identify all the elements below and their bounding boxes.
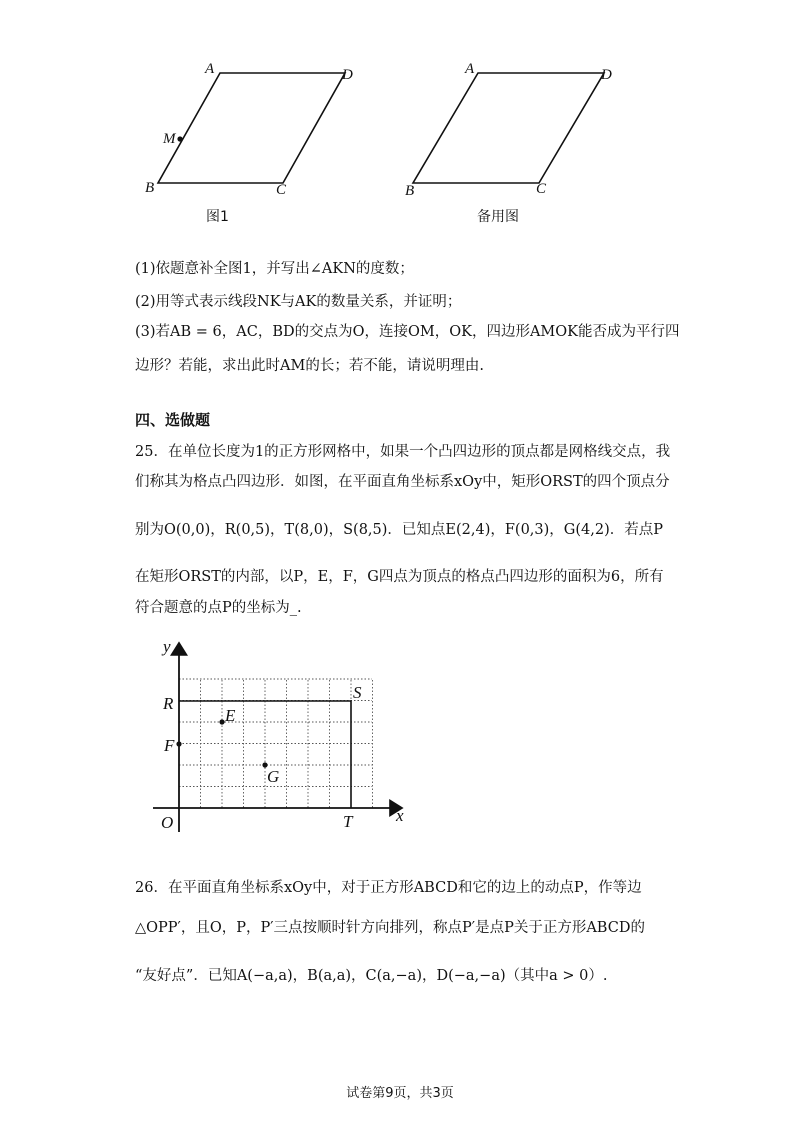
backup-label-c: C [536, 181, 547, 197]
axis-label-x: x [396, 806, 404, 825]
backup-label-a: A [465, 61, 475, 77]
page-footer: 试卷第9页，共3页 [346, 1086, 454, 1101]
dotted-grid [179, 679, 373, 808]
q26-line-3: “友好点”．已知A(−a,a)，B(a,a)，C(a,−a)，D(−a,−a)（其中a > 0）. [135, 968, 608, 984]
q24-part-3-line-2: 边形？若能，求出此时AM的长；若不能，请说明理由. [135, 358, 484, 374]
label-d: D [342, 67, 353, 83]
label-t: T [343, 812, 353, 831]
point-e-dot [219, 719, 224, 724]
q24-part-3-line-1: (3)若AB = 6，AC，BD的交点为O，连接OM，OK，四边形AMOK能否成为平行四 [135, 324, 680, 340]
backup-label-b: B [405, 183, 415, 199]
point-f-dot [176, 741, 181, 746]
q24-part-2: (2)用等式表示线段NK与AK的数量关系，并证明； [135, 294, 462, 310]
backup-figure-caption: 备用图 [477, 209, 519, 225]
q26-line-1: 26．在平面直角坐标系xOy中，对于正方形ABCD和它的边上的动点P，作等边 [135, 880, 642, 896]
q26-line-2: △OPP′，且O，P，P′三点按顺时针方向排列，称点P′是点P关于正方形ABCD的 [135, 920, 645, 936]
q25-line-2: 们称其为格点凸四边形．如图，在平面直角坐标系xOy中，矩形ORST的四个顶点分 [135, 474, 670, 490]
label-s: S [353, 683, 362, 702]
label-m: M [163, 131, 176, 147]
figure-1-caption: 图1 [206, 209, 229, 225]
label-g: G [267, 767, 280, 786]
label-c: C [276, 182, 287, 198]
label-origin-o: O [161, 813, 174, 832]
axis-label-y: y [163, 637, 171, 656]
section-title: 四、选做题 [135, 411, 211, 429]
label-b: B [145, 180, 155, 196]
label-e: E [225, 706, 236, 725]
q25-line-5: 符合题意的点P的坐标为_. [135, 600, 302, 616]
q25-line-1: 25．在单位长度为1的正方形网格中，如果一个凸四边形的顶点都是网格线交点，我 [135, 444, 671, 460]
q24-part-1: (1)依题意补全图1，并写出∠AKN的度数； [135, 261, 414, 277]
label-a: A [205, 61, 215, 77]
label-f: F [164, 736, 175, 755]
backup-label-d: D [601, 67, 612, 83]
q25-line-4: 在矩形ORST的内部，以P，E，F，G四点为顶点的格点凸四边形的面积为6，所有 [135, 569, 664, 585]
label-r: R [163, 694, 174, 713]
q25-line-3: 别为O(0,0)，R(0,5)，T(8,0)，S(8,5)．已知点E(2,4)，F(0,3)，G(4,2)．若点P [135, 522, 664, 538]
